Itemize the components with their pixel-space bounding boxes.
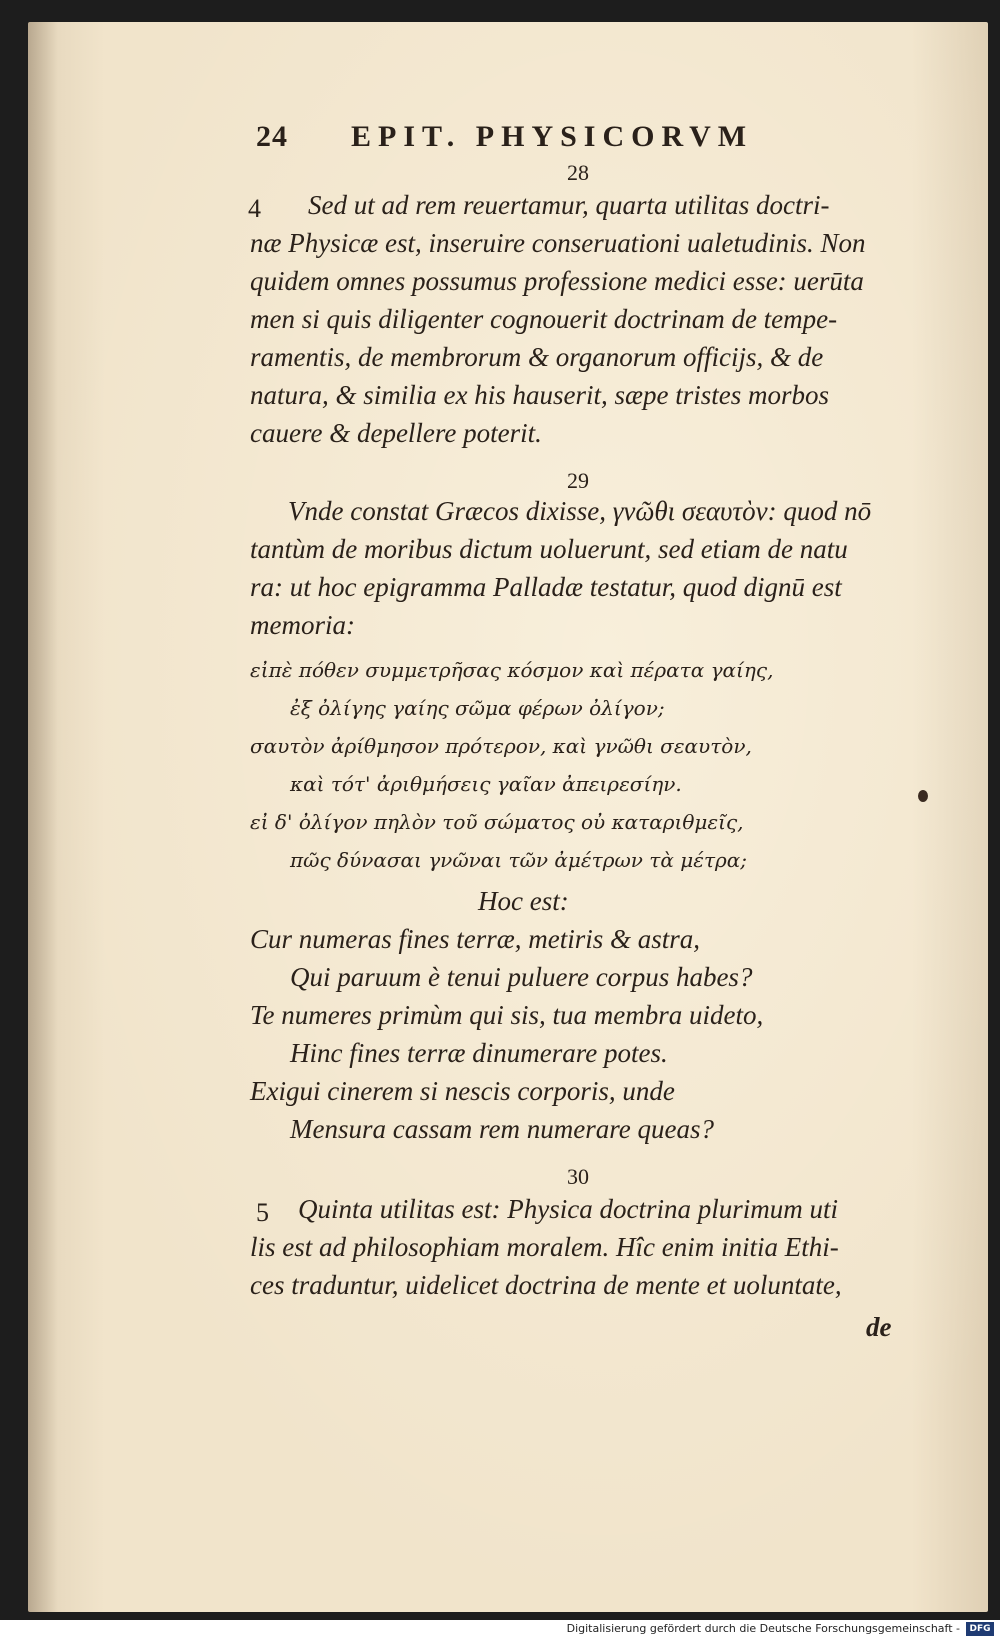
running-head: EPIT. PHYSICORVM: [351, 120, 754, 153]
latin-verse-line: Mensura cassam rem numerare queas?: [290, 1114, 714, 1144]
ink-spot: [918, 790, 928, 802]
margin-numeral-5: 5: [256, 1198, 269, 1227]
text-line: ces traduntur, uidelicet doctrina de mente et uoluntate,: [250, 1270, 842, 1300]
greek-verse-line: ἐξ ὀλίγης γαίης σῶμα φέρων ὀλίγον;: [290, 696, 665, 720]
text-line: cauere & depellere poterit.: [250, 418, 542, 448]
latin-verse-line: Qui paruum è tenui puluere corpus habes?: [290, 962, 753, 992]
dfg-logo: DFG: [966, 1622, 994, 1636]
text-line: memoria:: [250, 610, 355, 640]
greek-verse-line: πῶς δύνασαι γνῶναι τῶν ἀμέτρων τὰ μέτρα;: [290, 848, 748, 872]
book-page: [28, 22, 988, 1612]
text-line: Vnde constat Græcos dixisse, γνῶθι σεαυτὸν: quod nō: [288, 496, 872, 526]
latin-verse-line: Exigui cinerem si nescis corporis, unde: [250, 1076, 675, 1106]
latin-verse-line: Te numeres primùm qui sis, tua membra uideto,: [250, 1000, 764, 1030]
text-line: quidem omnes possumus professione medici esse: uerūta: [250, 266, 864, 296]
greek-verse-line: σαυτὸν ἀρίθμησον πρότερον, καὶ γνῶθι σεαυτὸν,: [250, 734, 752, 758]
page-text: [28, 22, 988, 1612]
text-line: lis est ad philosophiam moralem. Hîc enim initia Ethi-: [250, 1232, 839, 1262]
section-number-29: 29: [567, 468, 589, 493]
hoc-est-label: Hoc est:: [478, 886, 569, 916]
margin-numeral-4: 4: [248, 194, 261, 223]
latin-verse-line: Cur numeras fines terræ, metiris & astra,: [250, 924, 701, 954]
text-line: næ Physicæ est, inseruire conseruationi ualetudinis. Non: [250, 228, 866, 258]
text-line: men si quis diligenter cognouerit doctrinam de tempe-: [250, 304, 838, 334]
greek-verse-line: καὶ τότ' ἀριθμήσεις γαῖαν ἀπειρεσίην.: [290, 772, 682, 796]
page-number: 24: [256, 120, 288, 153]
section-number-28: 28: [567, 160, 589, 185]
text-line: ramentis, de membrorum & organorum officijs, & de: [250, 342, 824, 372]
section-number-30: 30: [567, 1164, 589, 1189]
digitization-credit: Digitalisierung gefördert durch die Deutsche Forschungsgemeinschaft -: [566, 1622, 960, 1635]
latin-verse-line: Hinc fines terræ dinumerare potes.: [290, 1038, 668, 1068]
catchword: de: [866, 1312, 892, 1342]
text-line: Sed ut ad rem reuertamur, quarta utilitas doctri-: [308, 190, 830, 220]
text-line: Quinta utilitas est: Physica doctrina plurimum uti: [298, 1194, 838, 1224]
text-line: tantùm de moribus dictum uoluerunt, sed etiam de natu: [250, 534, 848, 564]
text-line: ra: ut hoc epigramma Palladæ testatur, quod dignū est: [250, 572, 842, 602]
greek-verse-line: εἰ δ' ὀλίγον πηλὸν τοῦ σώματος οὐ καταριθμεῖς,: [250, 810, 744, 834]
greek-verse-line: εἰπὲ πόθεν συμμετρῆσας κόσμον καὶ πέρατα γαίης,: [250, 658, 774, 682]
text-line: natura, & similia ex his hauserit, sæpe tristes morbos: [250, 380, 830, 410]
footer-bar: [0, 1620, 1000, 1639]
